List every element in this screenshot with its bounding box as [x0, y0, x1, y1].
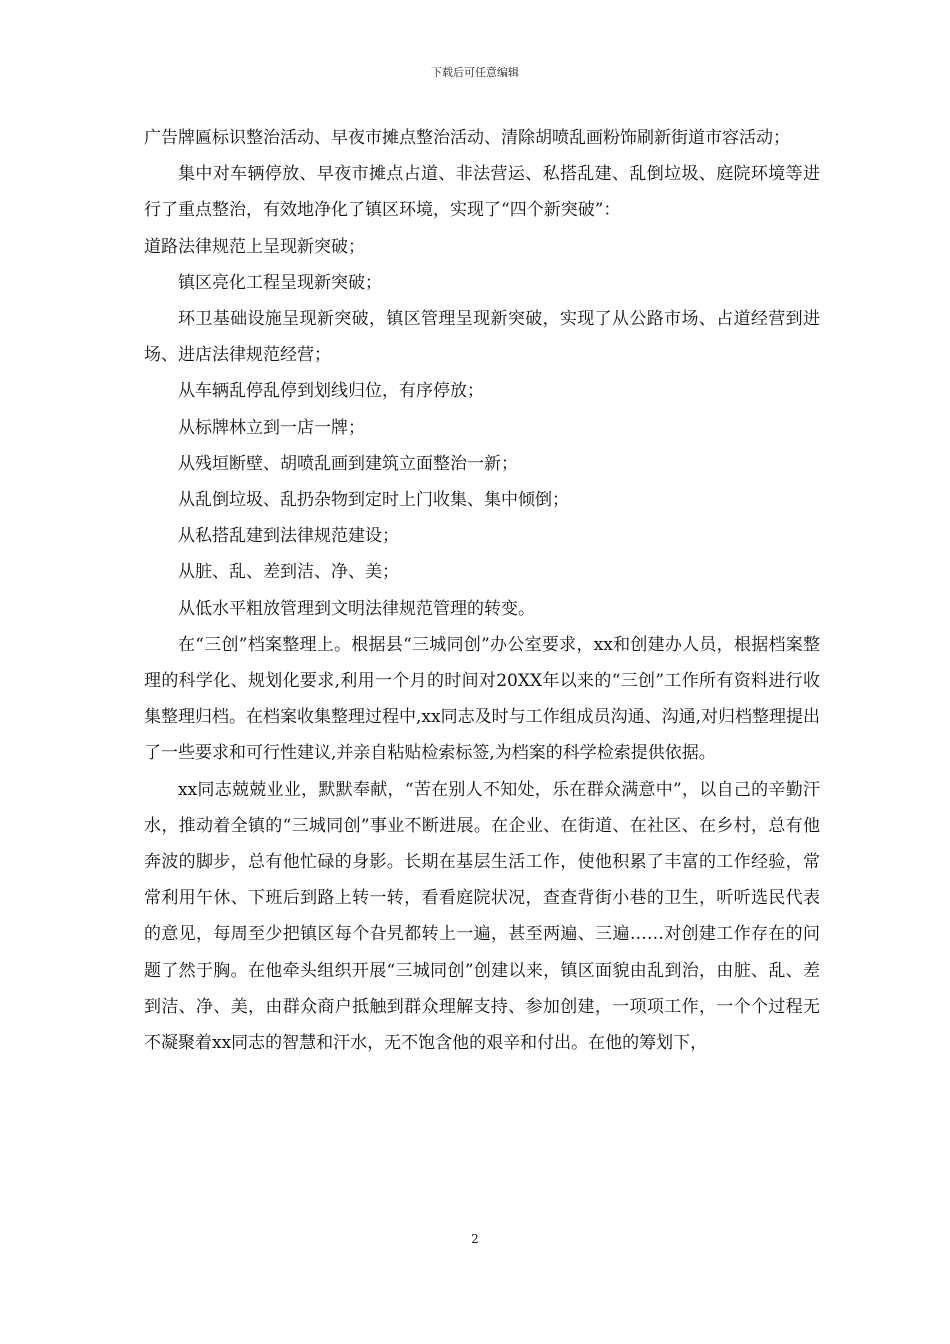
document-body	[144, 120, 820, 1061]
paragraph-6: 从车辆乱停乱停到划线归位，有序停放；	[178, 381, 484, 402]
paragraph-14: xx同志兢兢业业，默默奉献，“苦在别人不知处，乐在群众满意中”，以自己的辛勤汗水，推动着全镇的“三城同创”事业不断进展。在企业、在街道、在社区、在乡村，总有他奔波的脚步，总有他忙碌的身影。长期在基层生活工作，使他积累了丰富的工作经验，常常利用午休、下班后到路上转一转，看看庭院状况，查查背街小巷的卫生，听听选民代表的意见，每周至少把镇区每个旮旯都转上一遍，甚至两遍、三遍……对创建工作存在的问题了然于胸。在他牵头组织开展“三城同创”创建以来，镇区面貌由乱到治，由脏、乱、差到洁、净、美，由群众商户抵触到群众理解支持、参加创建，一项项工作，一个个过程无不凝聚着xx同志的智慧和汗水，无不饱含他的艰辛和付出。在他的筹划下，	[144, 779, 820, 1054]
paragraph-13: 在“三创”档案整理上。根据县“三城同创”办公室要求，xx和创建办人员，根据档案整理的科学化、规划化要求,利用一个月的时间对20XX年以来的“三创”工作所有资料进行收集整理归档。在档案收集整理过程中,xx同志及时与工作组成员沟通、沟通,对归档整理提出了一些要求和可行性建议,并亲自粘贴检索标签,为档案的科学检索提供依据。	[144, 634, 820, 764]
paragraph-10: 从私搭乱建到法律规范建设；	[178, 526, 399, 547]
paragraph-12: 从低水平粗放管理到文明法律规范管理的转变。	[178, 598, 535, 619]
paragraph-11: 从脏、乱、差到洁、净、美；	[178, 562, 399, 583]
page-number: 2	[471, 1232, 479, 1246]
paragraph-9: 从乱倒垃圾、乱扔杂物到定时上门收集、集中倾倒；	[178, 490, 569, 511]
paragraph-1: 广告牌匾标识整治活动、早夜市摊点整治活动、清除胡喷乱画粉饰刷新街道市容活动；	[144, 128, 790, 148]
paragraph-7: 从标牌林立到一店一牌；	[178, 417, 365, 438]
paragraph-4: 镇区亮化工程呈现新突破；	[178, 272, 382, 293]
paragraph-2: 集中对车辆停放、早夜市摊点占道、非法营运、私搭乱建、乱倒垃圾、庭院环境等进行了重点整治，有效地净化了镇区环境，实现了“四个新突破”：	[144, 164, 820, 221]
paragraph-8: 从残垣断壁、胡喷乱画到建筑立面整治一新；	[178, 453, 518, 474]
paragraph-3: 道路法律规范上呈现新突破；	[144, 236, 365, 257]
page-header: 下载后可任意编辑	[431, 66, 519, 79]
paragraph-5: 环卫基础设施呈现新突破，镇区管理呈现新突破，实现了从公路市场、占道经营到进场、进店法律规范经营；	[144, 309, 820, 366]
